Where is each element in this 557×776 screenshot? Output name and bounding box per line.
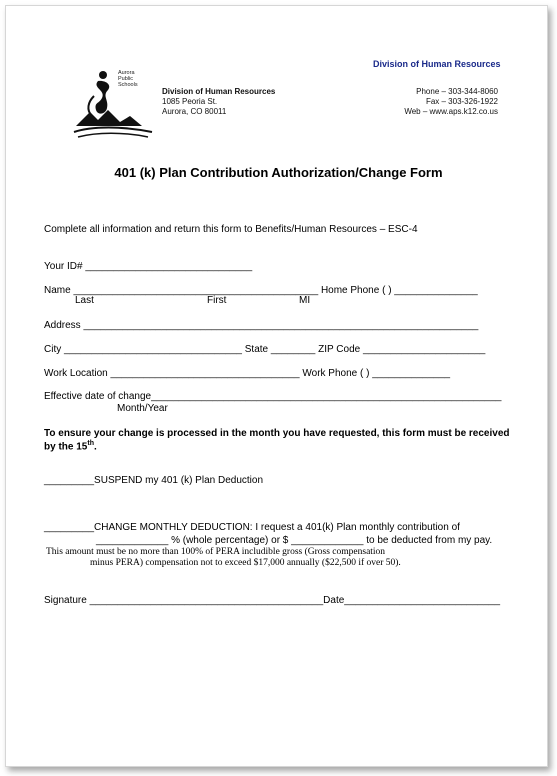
your-id-field[interactable]: Your ID# ______________________________ <box>44 261 253 272</box>
notice-line-1: To ensure your change is processed in the month you have requested, this form must be received <box>44 428 510 439</box>
form-title: 401 (k) Plan Contribution Authorization/Change Form <box>114 165 443 180</box>
sender-address <box>162 87 275 117</box>
contact-info <box>404 87 498 117</box>
notice-period: . <box>93 441 97 453</box>
name-field[interactable]: Name ____________________________________________ Home Phone ( ) _______________ <box>44 285 478 296</box>
work-location-field[interactable]: Work Location __________________________________ Work Phone ( ) ______________ <box>44 368 451 379</box>
notice-sup: th <box>87 440 94 447</box>
notice-line-2 <box>44 440 97 452</box>
notice-by-date: by the 15 <box>44 441 88 453</box>
department-heading: Division of Human Resources <box>373 59 501 69</box>
name-mi-caption: MI <box>299 295 311 306</box>
limit-note-2: minus PERA) compensation not to exceed $17,000 annually ($22,500 if over 50). <box>90 558 401 568</box>
contact-web: Web – www.aps.k12.co.us <box>404 107 498 116</box>
change-deduction-amount[interactable]: _____________ % (whole percentage) or $ _____________ to be deducted from my pay. <box>96 535 493 546</box>
contact-fax: Fax – 303-326-1922 <box>425 97 498 106</box>
address-line-2: 1085 Peoria St. <box>162 97 218 106</box>
effective-date-caption: Month/Year <box>117 403 168 414</box>
address-line-1: Division of Human Resources <box>162 87 276 96</box>
address-line-3: Aurora, CO 80011 <box>162 107 227 116</box>
change-deduction-option[interactable]: _________CHANGE MONTHLY DEDUCTION: I request a 401(k) Plan monthly contribution of <box>44 522 460 533</box>
instructions: Complete all information and return this form to Benefits/Human Resources – ESC-4 <box>44 224 418 235</box>
effective-date-field[interactable]: Effective date of change_______________________________________________________________ <box>44 391 502 402</box>
suspend-option[interactable]: _________SUSPEND my 401 (k) Plan Deduction <box>44 475 264 486</box>
name-first-caption: First <box>207 295 227 306</box>
signature-date-field[interactable]: Signature __________________________________________Date____________________________ <box>44 595 501 606</box>
limit-note-1: This amount must be no more than 100% of PERA includible gross (Gross compensation <box>46 547 386 557</box>
logo-text: Aurora Public Schools <box>118 70 138 88</box>
name-last-caption: Last <box>75 295 94 306</box>
city-state-zip-field[interactable]: City ________________________________ State ________ ZIP Code ______________________ <box>44 344 486 355</box>
contact-phone: Phone – 303-344-8060 <box>416 87 498 96</box>
address-field[interactable]: Address _______________________________________________________________________ <box>44 320 479 331</box>
